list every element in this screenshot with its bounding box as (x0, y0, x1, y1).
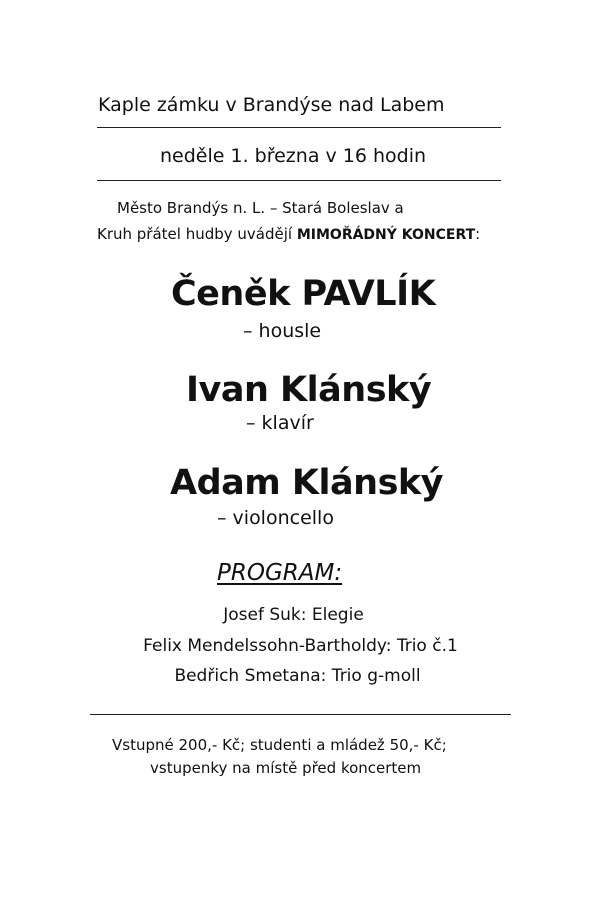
divider-top (97, 127, 501, 128)
divider-bottom (90, 714, 511, 715)
venue-title: Kaple zámku v Brandýse nad Labem (98, 94, 445, 116)
program-item-3: Bedřich Smetana: Trio g-moll (174, 666, 421, 686)
concert-date: neděle 1. března v 16 hodin (160, 145, 427, 167)
program-heading: PROGRAM: (217, 560, 343, 586)
ticket-prices: Vstupné 200,- Kč; studenti a mládež 50,- Kč; (112, 736, 447, 754)
ticket-info: vstupenky na místě před koncertem (150, 759, 422, 777)
performer-name-1: Čeněk PAVLÍK (171, 274, 436, 314)
program-item-1: Josef Suk: Elegie (223, 605, 364, 625)
organizer-colon: : (475, 225, 481, 243)
performer-name-3: Adam Klánský (170, 463, 443, 503)
performer-instrument-1: – housle (243, 320, 322, 342)
divider-date (97, 180, 501, 181)
special-concert-label: MIMOŘÁDNÝ KONCERT (296, 227, 476, 243)
organizer-line-2 (97, 225, 480, 243)
performer-name-2: Ivan Klánský (186, 370, 432, 410)
organizer-text: Kruh přátel hudby uvádějí (97, 225, 297, 243)
performer-instrument-2: – klavír (246, 412, 314, 434)
program-item-2: Felix Mendelssohn-Bartholdy: Trio č.1 (143, 636, 458, 656)
performer-instrument-3: – violoncello (217, 507, 334, 529)
organizer-line-1: Město Brandýs n. L. – Stará Boleslav a (117, 199, 404, 217)
